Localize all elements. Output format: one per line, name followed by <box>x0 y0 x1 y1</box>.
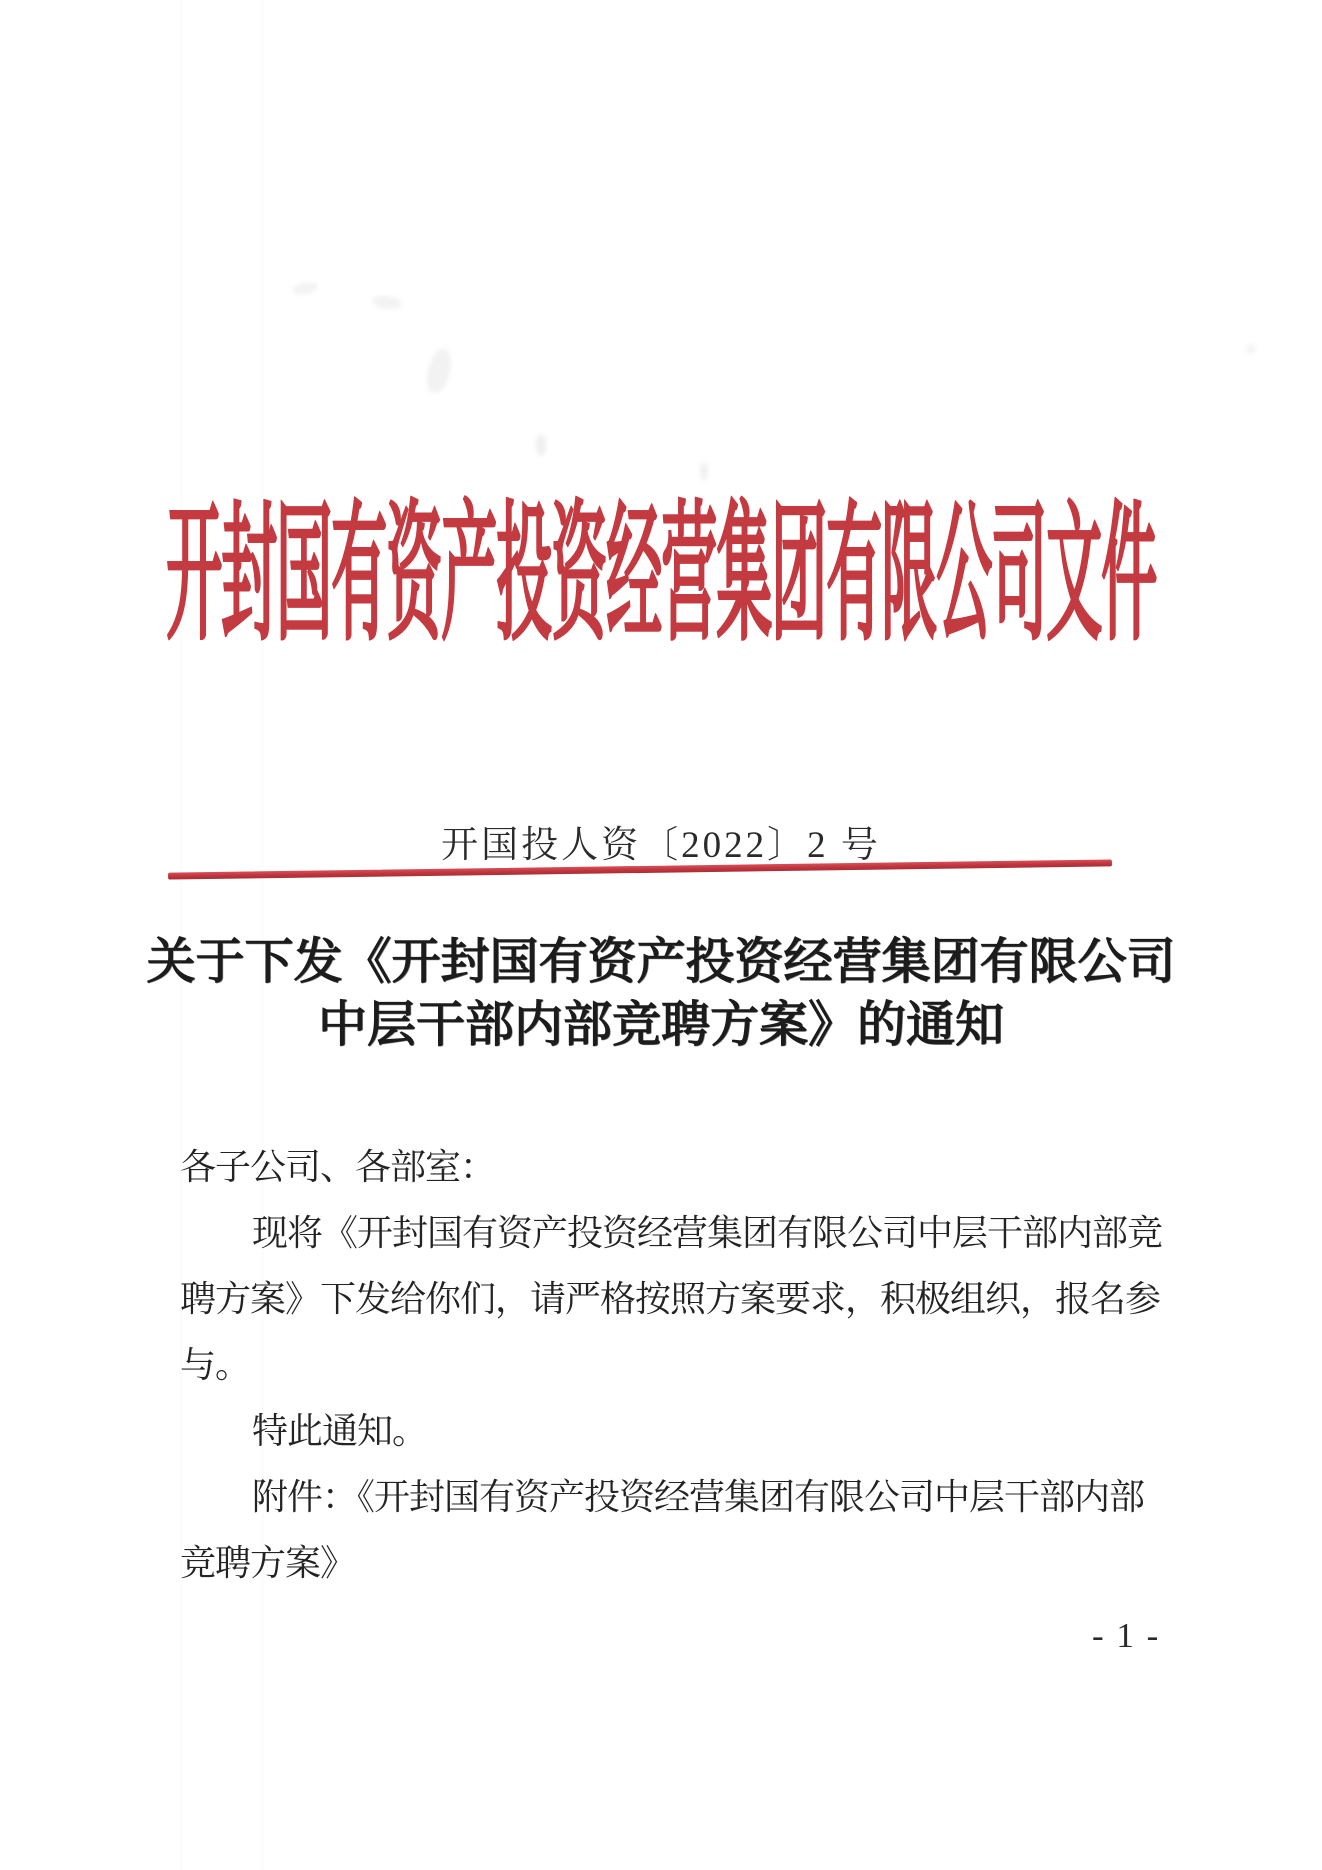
scan-smudge <box>423 346 455 396</box>
scan-smudge <box>700 462 708 480</box>
red-letterhead-title: 开封国有资产投资经营集团有限公司文件 <box>166 493 1156 662</box>
scan-smudge <box>536 434 546 456</box>
body-paragraph-line: 与。 <box>180 1345 251 1385</box>
page-number: - 1 - <box>1092 1616 1161 1655</box>
attachment-line: 附件：《开封国有资产投资经营集团有限公司中层干部内部 <box>252 1477 1145 1517</box>
notice-closing-line: 特此通知。 <box>252 1411 428 1451</box>
notice-title-line2: 中层干部内部竞聘方案》的通知 <box>317 997 1004 1052</box>
document-reference-number: 开国投人资〔2022〕2 号 <box>441 825 881 866</box>
scan-smudge <box>1246 344 1256 354</box>
attachment-line: 竞聘方案》 <box>180 1543 356 1583</box>
notice-title-line1: 关于下发《开封国有资产投资经营集团有限公司 <box>146 934 1176 989</box>
scan-smudge <box>371 294 403 311</box>
body-paragraph-line: 聘方案》下发给你们，请严格按照方案要求，积极组织，报名参 <box>180 1279 1161 1319</box>
salutation-line: 各子公司、各部室： <box>180 1147 496 1187</box>
notice-body <box>180 1134 1180 1596</box>
body-paragraph-line: 现将《开封国有资产投资经营集团有限公司中层干部内部竞 <box>252 1213 1163 1253</box>
notice-title <box>0 930 1322 1056</box>
scan-smudge <box>291 280 319 296</box>
